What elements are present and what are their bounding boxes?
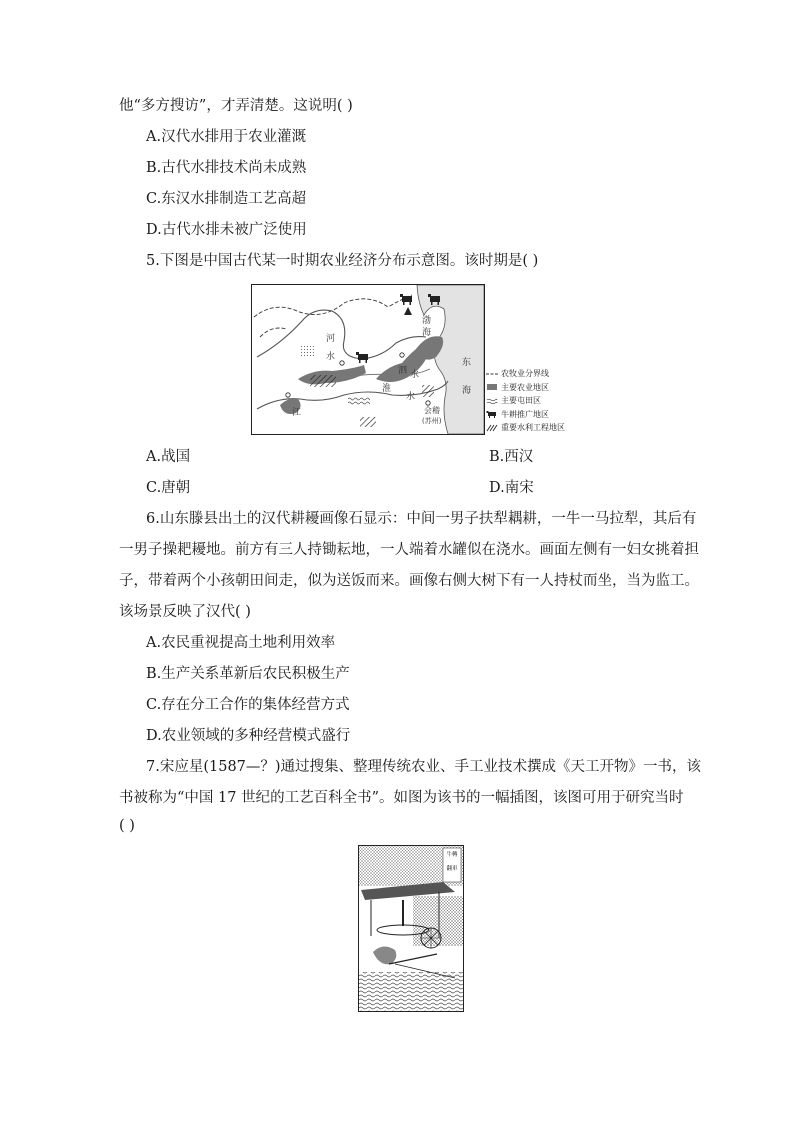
legend-label: 主要屯田区 (501, 396, 541, 405)
map-label-huai-1: 淮 (382, 384, 392, 394)
dark-fill-icon (486, 383, 498, 391)
legend-item-ox-plough (486, 408, 565, 422)
map-label-he-2: 水 (326, 352, 336, 362)
q7-stem-line-3: ( ) (119, 818, 135, 834)
hatched-icon (486, 424, 498, 432)
map-label-bohai-2: 海 (422, 328, 432, 338)
map-label-donghai-1: 东 (462, 358, 472, 368)
q6-option-b[interactable]: B.生产关系革新后农民积极生产 (146, 666, 350, 682)
q4-option-c[interactable]: C.东汉水排制造工艺高超 (146, 191, 307, 207)
agricultural-distribution-map (251, 284, 485, 435)
dashed-line-icon (486, 370, 498, 378)
q6-stem-line-3: 子，带着两个小孩朝田间走，似为送饭而来。画像右侧大树下有一人持杖而坐，当为监工。 (119, 573, 699, 589)
q6-stem-line-2: 一男子操耙耰地。前方有三人持锄耘地，一人端着水罐似在浇水。画面左侧有一妇女挑着担 (119, 542, 699, 558)
illustration-drawing (359, 846, 463, 1011)
legend-label: 农牧业分界线 (501, 369, 549, 378)
wavy-lines-icon (486, 397, 498, 405)
map-label-jiang: 江 (292, 408, 302, 418)
q7-stem-line-2: 书被称为“中国 17 世纪的工艺百科全书”。如图为该书的一幅插图，该图可用于研究当时 (119, 790, 684, 806)
q5-option-b[interactable]: B.西汉 (489, 449, 534, 465)
illustration-title-line-2: 翻車 (446, 866, 458, 872)
map-label-huai-2: 水 (406, 392, 416, 402)
legend-label: 牛耕推广地区 (501, 409, 549, 419)
map-drawing (252, 285, 484, 434)
map-label-bohai-1: 渤 (422, 316, 432, 326)
q4-stem-tail: 他“多方搜访”，才弄清楚。这说明( ) (119, 98, 353, 114)
map-label-he-1: 河 (326, 334, 336, 344)
q6-stem-line-1: 6.山东滕县出土的汉代耕耰画像石显示：中间一男子扶犁耦耕，一牛一马拉犁，其后有 (146, 511, 697, 527)
q4-option-d[interactable]: D.古代水排未被广泛使用 (146, 222, 307, 238)
legend-item-tuntian (486, 394, 565, 408)
q5-option-c[interactable]: C.唐朝 (146, 480, 191, 496)
legend-label: 主要农业地区 (501, 382, 549, 392)
q6-option-d[interactable]: D.农业领域的多种经营模式盛行 (146, 728, 351, 744)
q7-stem-line-1: 7.宋应星(1587—？)通过搜集、整理传统农业、手工业技术撰成《天工开物》一书，该 (146, 759, 702, 775)
q5-stem: 5.下图是中国古代某一时期农业经济分布示意图。该时期是( ) (146, 253, 539, 269)
map-label-donghai-2: 海 (462, 386, 472, 396)
legend-item-irrigation (486, 421, 565, 435)
map-legend (486, 367, 565, 435)
tiangong-kaiwu-illustration (358, 845, 464, 1012)
legend-item-agriculture (486, 381, 565, 395)
q6-option-c[interactable]: C.存在分工合作的集体经营方式 (146, 697, 350, 713)
legend-item-boundary (486, 367, 565, 381)
ox-icon (486, 410, 498, 418)
q5-option-a[interactable]: A.战国 (146, 449, 191, 465)
map-label-sishui-2: 水 (410, 370, 420, 380)
q4-option-b[interactable]: B.古代水排技术尚未成熟 (146, 160, 307, 176)
map-label-kuaiji: 会稽 (424, 406, 440, 415)
q6-stem-line-4: 该场景反映了汉代( ) (119, 604, 251, 620)
map-label-sishui-1: 泗 (398, 366, 408, 376)
q6-option-a[interactable]: A.农民重视提高土地利用效率 (146, 635, 336, 651)
map-label-suzhou: (苏州) (422, 417, 442, 425)
q4-option-a[interactable]: A.汉代水排用于农业灌溉 (146, 129, 307, 145)
illustration-title-line-1: 牛轉 (446, 852, 458, 858)
q5-option-d[interactable]: D.南宋 (489, 480, 534, 496)
legend-label: 重要水利工程地区 (501, 423, 565, 432)
